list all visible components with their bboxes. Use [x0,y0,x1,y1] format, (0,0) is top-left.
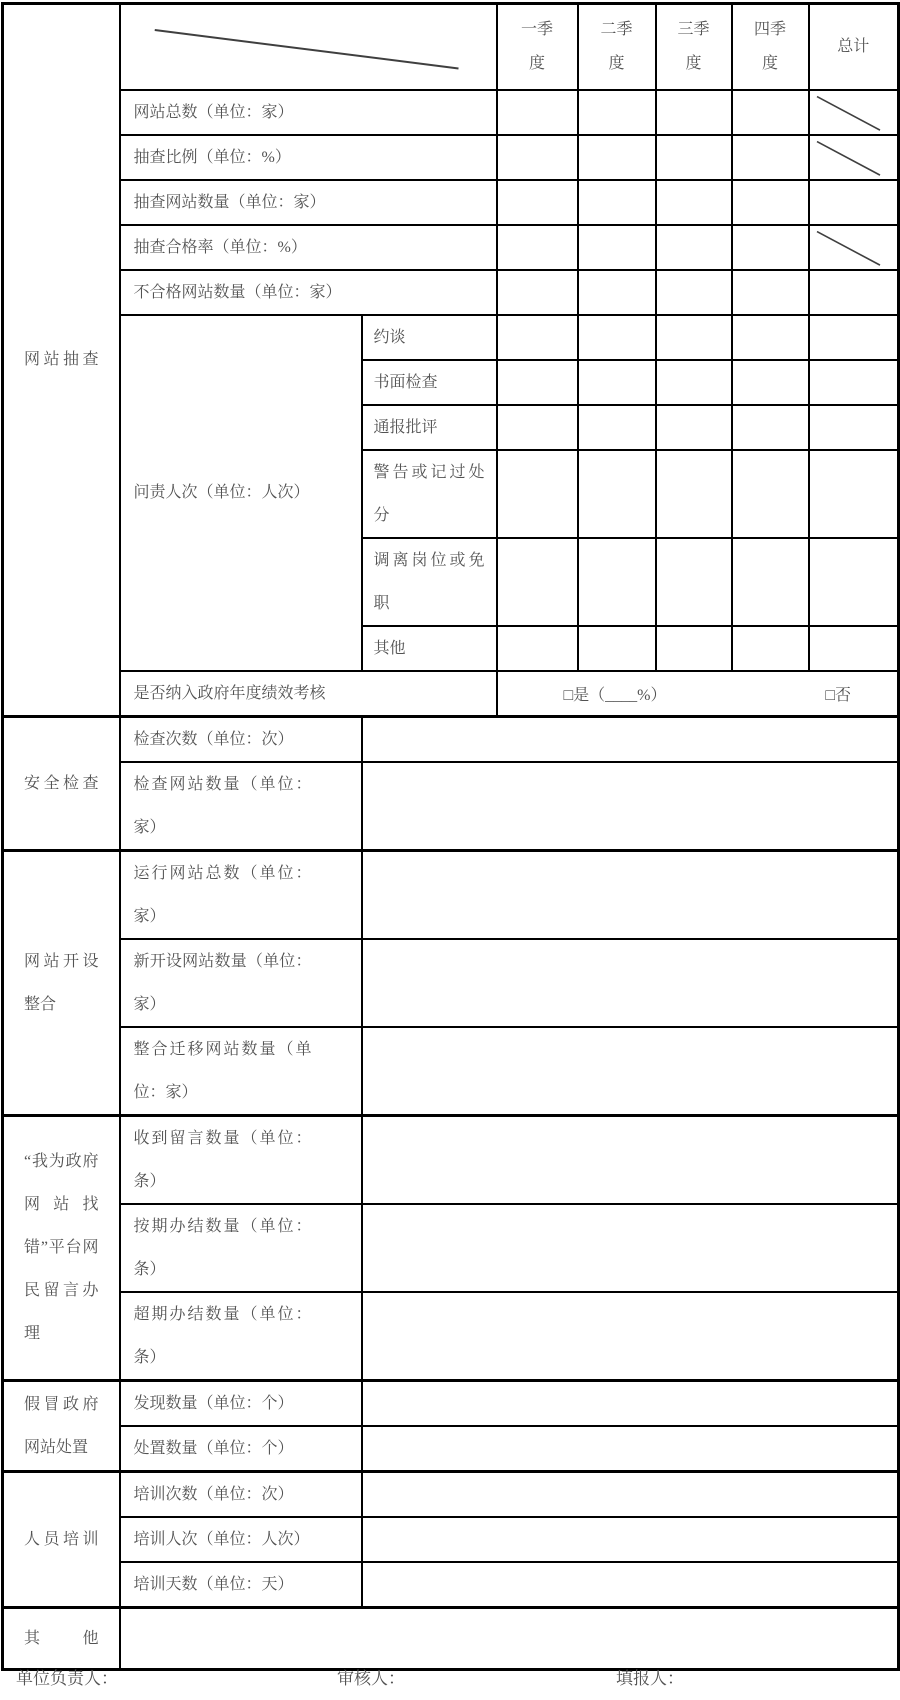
data-cell[interactable] [656,315,732,360]
diagonal-slash-icon [810,136,898,179]
data-cell[interactable] [656,135,732,180]
header-q1: 一季度 [497,4,578,90]
data-cell[interactable] [578,270,656,315]
accountability-label: 问责人次（单位：人次） [120,315,362,671]
table-row [3,1562,899,1608]
data-cell[interactable] [732,538,809,626]
data-cell[interactable] [497,270,578,315]
category-label: 网站抽查 [24,351,99,369]
signature-footer [0,1664,900,1694]
category-cell-spot-check [3,4,120,717]
row-label: 抽查合格率（单位：%） [120,225,497,270]
row-label: 抽查网站数量（单位：家） [120,180,497,225]
category-label: 安全检查 [24,774,99,792]
data-cell[interactable] [656,360,732,405]
data-cell[interactable] [656,90,732,135]
data-cell[interactable] [497,315,578,360]
table-row [3,716,899,762]
table-header-row [3,4,899,90]
sub-row-label: 书面检查 [362,360,497,405]
data-cell[interactable] [732,90,809,135]
data-cell[interactable] [497,360,578,405]
table-row [3,1471,899,1517]
data-cell[interactable] [809,360,899,405]
row-label: 检查次数（单位：次） [120,716,362,762]
row-label: 发现数量（单位：个） [120,1380,362,1426]
header-diagonal-line-icon [121,5,496,89]
data-cell[interactable] [656,180,732,225]
header-corner-cell [120,4,497,90]
data-cell[interactable] [362,1380,899,1426]
data-cell[interactable] [497,135,578,180]
data-cell[interactable] [497,450,578,538]
data-cell[interactable] [362,850,899,939]
data-cell[interactable] [362,1115,899,1204]
data-cell[interactable] [578,135,656,180]
row-label: 培训次数（单位：次） [120,1471,362,1517]
data-cell[interactable] [362,1471,899,1517]
data-cell[interactable] [578,225,656,270]
row-label: 收到留言数量（单位：条） [120,1115,362,1204]
data-cell[interactable] [497,90,578,135]
sub-row-label: 调离岗位或免职 [362,538,497,626]
data-cell[interactable] [497,225,578,270]
table-row [3,762,899,851]
table-row [3,1292,899,1381]
data-cell[interactable] [732,270,809,315]
header-q4: 四季度 [732,4,809,90]
header-q2: 二季度 [578,4,656,90]
table-row [3,1204,899,1292]
row-label: 检查网站数量（单位：家） [120,762,362,851]
category-cell-feedback-platform [3,1115,120,1380]
data-cell[interactable] [809,315,899,360]
reviewer-label: 审核人： [337,1669,405,1688]
category-label: 网站开设整合 [24,952,99,1013]
data-cell[interactable] [362,1426,899,1472]
data-cell[interactable] [732,180,809,225]
row-label: 运行网站总数（单位：家） [120,850,362,939]
assessment-options-cell [497,671,899,717]
table-row [3,939,899,1027]
category-cell-security-check [3,716,120,850]
sub-row-label: 警告或记过处分 [362,450,497,538]
table-row [3,270,899,315]
table-row [3,1607,899,1669]
data-cell[interactable] [809,538,899,626]
sub-row-label: 其他 [362,626,497,671]
diagonal-slash-icon [810,91,898,134]
data-cell[interactable] [809,450,899,538]
data-cell[interactable] [497,180,578,225]
data-cell[interactable] [656,626,732,671]
data-cell[interactable] [809,626,899,671]
data-cell[interactable] [732,405,809,450]
row-label: 整合迁移网站数量（单位：家） [120,1027,362,1116]
row-label: 超期办结数量（单位：条） [120,1292,362,1381]
row-label: 新开设网站数量（单位：家） [120,939,362,1027]
category-label: “我为政府网站找错”平台网民留言办理 [24,1153,99,1342]
table-row [3,1517,899,1562]
category-label: 假冒政府网站处置 [24,1395,99,1456]
table-row [3,1426,899,1472]
total-na-cell [809,225,899,270]
data-cell[interactable] [809,270,899,315]
data-cell[interactable] [497,538,578,626]
unit-leader-label: 单位负责人： [16,1669,118,1688]
row-label: 培训天数（单位：天） [120,1562,362,1608]
category-cell-other: 其他 [3,1607,120,1669]
header-q3: 三季度 [656,4,732,90]
row-label: 网站总数（单位：家） [120,90,497,135]
diagonal-slash-icon [810,226,898,269]
category-cell-training [3,1471,120,1607]
data-cell[interactable] [656,225,732,270]
sub-row-label: 通报批评 [362,405,497,450]
data-cell[interactable] [120,1607,899,1669]
data-cell[interactable] [362,939,899,1027]
data-cell[interactable] [656,270,732,315]
total-na-cell [809,135,899,180]
data-cell[interactable] [578,626,656,671]
data-cell[interactable] [362,1562,899,1608]
no-checkbox-option[interactable]: □否 [825,686,851,704]
quarterly-report-table [1,2,900,1671]
data-cell[interactable] [809,405,899,450]
table-row [3,1380,899,1426]
data-cell[interactable] [578,450,656,538]
data-cell[interactable] [732,360,809,405]
table-row [3,850,899,939]
assessment-label: 是否纳入政府年度绩效考核 [120,671,497,717]
row-label: 培训人次（单位：人次） [120,1517,362,1562]
table-row [3,315,899,360]
data-cell[interactable] [578,90,656,135]
data-cell[interactable] [732,315,809,360]
category-cell-fake-site-handling [3,1380,120,1471]
data-cell[interactable] [656,405,732,450]
category-cell-site-consolidation [3,850,120,1115]
table-row [3,135,899,180]
data-cell[interactable] [732,626,809,671]
data-cell[interactable] [362,1517,899,1562]
row-label: 不合格网站数量（单位：家） [120,270,497,315]
data-cell[interactable] [732,450,809,538]
data-cell[interactable] [362,716,899,762]
table-row [3,225,899,270]
data-cell[interactable] [656,538,732,626]
data-cell[interactable] [578,360,656,405]
total-na-cell [809,90,899,135]
data-cell[interactable] [497,405,578,450]
data-cell[interactable] [578,405,656,450]
row-label: 抽查比例（单位：%） [120,135,497,180]
preparer-label: 填报人： [616,1669,684,1688]
data-cell[interactable] [656,450,732,538]
assessment-options [498,682,898,705]
data-cell[interactable] [578,315,656,360]
header-total: 总计 [809,4,899,90]
data-cell[interactable] [578,538,656,626]
table-row [3,1115,899,1204]
sub-row-label: 约谈 [362,315,497,360]
table-row [3,90,899,135]
data-cell[interactable] [732,225,809,270]
data-cell[interactable] [362,1204,899,1292]
category-label: 人员培训 [24,1530,99,1548]
data-cell[interactable] [732,135,809,180]
data-cell[interactable] [362,1027,899,1116]
data-cell[interactable] [578,180,656,225]
data-cell[interactable] [362,1292,899,1381]
row-label: 处置数量（单位：个） [120,1426,362,1472]
yes-checkbox-option[interactable]: □是（____%） [563,686,667,704]
row-label: 按期办结数量（单位：条） [120,1204,362,1292]
assessment-row [3,671,899,717]
data-cell[interactable] [809,180,899,225]
table-row [3,180,899,225]
data-cell[interactable] [362,762,899,851]
table-row [3,1027,899,1116]
data-cell[interactable] [497,626,578,671]
